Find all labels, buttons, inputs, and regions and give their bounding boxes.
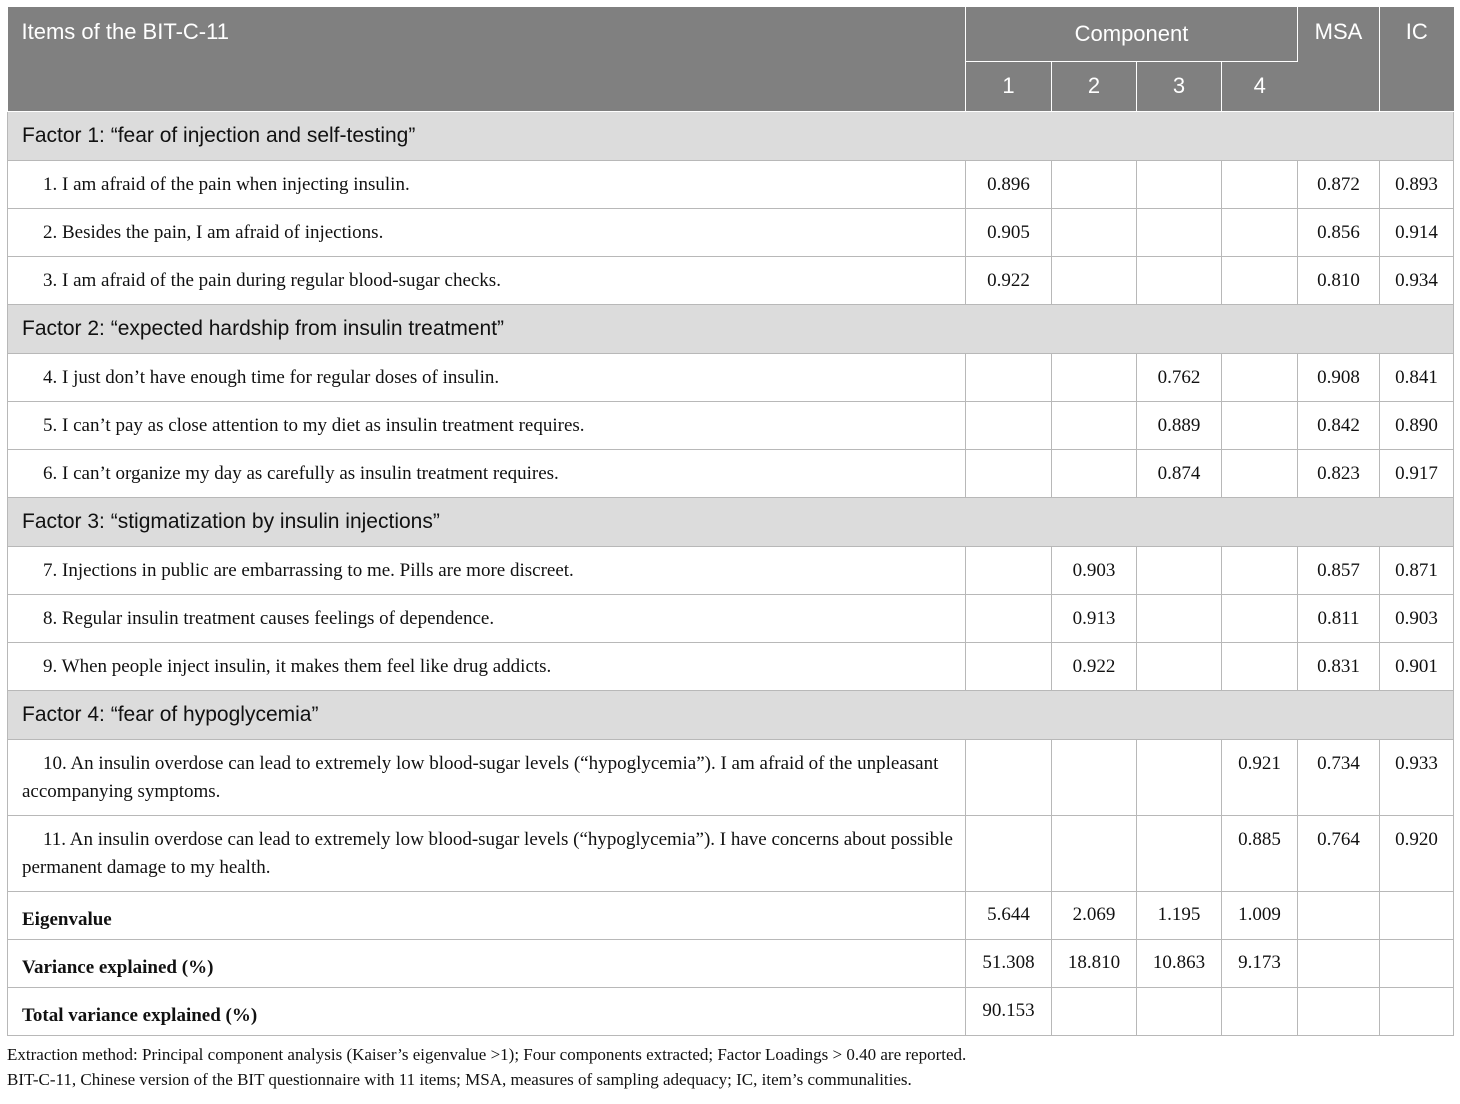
- item-label: 4. I just don’t have enough time for regular doses of insulin.: [8, 353, 966, 401]
- cell-msa: 0.908: [1298, 353, 1380, 401]
- item-label: 2. Besides the pain, I am afraid of injections.: [8, 208, 966, 256]
- item-row: [8, 401, 1454, 449]
- cell-ic: 0.901: [1380, 642, 1454, 690]
- cell-c3: [1137, 987, 1222, 1035]
- header-component-3: 3: [1137, 61, 1222, 111]
- cell-msa: 0.872: [1298, 160, 1380, 208]
- cell-msa: [1298, 987, 1380, 1035]
- cell-c3: 10.863: [1137, 939, 1222, 987]
- cell-c1: [966, 449, 1052, 497]
- item-row: [8, 739, 1454, 815]
- cell-c1: 90.153: [966, 987, 1052, 1035]
- header-items: Items of the BIT-C-11: [8, 7, 966, 111]
- cell-msa: 0.856: [1298, 208, 1380, 256]
- cell-c2: 0.913: [1052, 594, 1137, 642]
- header-ic: IC: [1380, 7, 1454, 111]
- stat-label: Total variance explained (%): [8, 987, 966, 1035]
- factor-row: [8, 111, 1454, 160]
- item-row: [8, 449, 1454, 497]
- cell-c3: [1137, 815, 1222, 891]
- cell-c4: 9.173: [1222, 939, 1298, 987]
- item-label: 11. An insulin overdose can lead to extremely low blood-sugar levels (“hypoglycemia”). I have concerns about possible permanent damage to my health.: [8, 815, 966, 891]
- cell-c1: 51.308: [966, 939, 1052, 987]
- factor-row: [8, 304, 1454, 353]
- factor-row: [8, 690, 1454, 739]
- cell-c2: 2.069: [1052, 891, 1137, 939]
- item-row: [8, 815, 1454, 891]
- cell-msa: 0.810: [1298, 256, 1380, 304]
- item-row: [8, 594, 1454, 642]
- cell-c4: [1222, 160, 1298, 208]
- item-label: 7. Injections in public are embarrassing to me. Pills are more discreet.: [8, 546, 966, 594]
- cell-msa: 0.857: [1298, 546, 1380, 594]
- cell-c3: 0.889: [1137, 401, 1222, 449]
- cell-c1: 0.905: [966, 208, 1052, 256]
- table-header: [8, 7, 1454, 111]
- cell-msa: [1298, 891, 1380, 939]
- cell-msa: 0.823: [1298, 449, 1380, 497]
- item-label: 1. I am afraid of the pain when injecting insulin.: [8, 160, 966, 208]
- cell-c2: 0.922: [1052, 642, 1137, 690]
- item-row: [8, 256, 1454, 304]
- footnote-extraction: Extraction method: Principal component analysis (Kaiser’s eigenvalue >1); Four components extracted; Factor Loadings > 0.40 are reported.: [7, 1044, 967, 1064]
- stat-row: [8, 939, 1454, 987]
- table-container: [7, 7, 1453, 1092]
- factor-label: Factor 3: “stigmatization by insulin injections”: [8, 497, 1454, 546]
- cell-c2: [1052, 449, 1137, 497]
- item-row: [8, 160, 1454, 208]
- cell-msa: 0.734: [1298, 739, 1380, 815]
- header-component: Component: [966, 7, 1298, 61]
- cell-msa: 0.811: [1298, 594, 1380, 642]
- cell-c3: [1137, 256, 1222, 304]
- cell-c4: 0.921: [1222, 739, 1298, 815]
- item-row: [8, 546, 1454, 594]
- cell-ic: 0.890: [1380, 401, 1454, 449]
- cell-c1: [966, 815, 1052, 891]
- cell-c1: [966, 401, 1052, 449]
- cell-c4: [1222, 546, 1298, 594]
- cell-ic: 0.934: [1380, 256, 1454, 304]
- cell-c1: [966, 642, 1052, 690]
- cell-ic: [1380, 891, 1454, 939]
- stat-row: [8, 891, 1454, 939]
- factor-label: Factor 4: “fear of hypoglycemia”: [8, 690, 1454, 739]
- cell-c1: [966, 353, 1052, 401]
- cell-ic: 0.903: [1380, 594, 1454, 642]
- cell-c3: 1.195: [1137, 891, 1222, 939]
- cell-c3: [1137, 546, 1222, 594]
- item-label: 3. I am afraid of the pain during regular blood-sugar checks.: [8, 256, 966, 304]
- factor-label: Factor 1: “fear of injection and self-testing”: [8, 111, 1454, 160]
- cell-c4: [1222, 449, 1298, 497]
- cell-c1: 0.896: [966, 160, 1052, 208]
- header-component-1: 1: [966, 61, 1052, 111]
- cell-c1: [966, 594, 1052, 642]
- cell-c3: [1137, 594, 1222, 642]
- item-row: [8, 642, 1454, 690]
- cell-c4: [1222, 642, 1298, 690]
- cell-c4: 0.885: [1222, 815, 1298, 891]
- cell-c4: [1222, 401, 1298, 449]
- cell-c2: [1052, 739, 1137, 815]
- cell-c4: [1222, 594, 1298, 642]
- cell-c2: [1052, 208, 1137, 256]
- footnote-abbreviations: BIT-C-11, Chinese version of the BIT questionnaire with 11 items; MSA, measures of sampling adequacy; IC, item’s communalities.: [7, 1069, 912, 1089]
- cell-c3: 0.874: [1137, 449, 1222, 497]
- cell-ic: 0.841: [1380, 353, 1454, 401]
- cell-c1: 0.922: [966, 256, 1052, 304]
- factor-row: [8, 497, 1454, 546]
- cell-c2: [1052, 256, 1137, 304]
- cell-c4: [1222, 256, 1298, 304]
- item-row: [8, 353, 1454, 401]
- cell-msa: 0.831: [1298, 642, 1380, 690]
- cell-ic: 0.917: [1380, 449, 1454, 497]
- cell-c2: 0.903: [1052, 546, 1137, 594]
- item-label: 6. I can’t organize my day as carefully as insulin treatment requires.: [8, 449, 966, 497]
- header-msa: MSA: [1298, 7, 1380, 111]
- factor-analysis-table: [7, 7, 1454, 1036]
- cell-ic: [1380, 987, 1454, 1035]
- stat-row: [8, 987, 1454, 1035]
- cell-c4: [1222, 987, 1298, 1035]
- cell-c4: 1.009: [1222, 891, 1298, 939]
- cell-c1: 5.644: [966, 891, 1052, 939]
- cell-c2: [1052, 401, 1137, 449]
- item-label: 8. Regular insulin treatment causes feelings of dependence.: [8, 594, 966, 642]
- cell-c3: [1137, 160, 1222, 208]
- stat-label: Eigenvalue: [8, 891, 966, 939]
- stat-label: Variance explained (%): [8, 939, 966, 987]
- cell-c3: 0.762: [1137, 353, 1222, 401]
- item-label: 5. I can’t pay as close attention to my diet as insulin treatment requires.: [8, 401, 966, 449]
- cell-c3: [1137, 208, 1222, 256]
- header-component-2: 2: [1052, 61, 1137, 111]
- cell-c2: [1052, 987, 1137, 1035]
- cell-ic: [1380, 939, 1454, 987]
- cell-msa: 0.764: [1298, 815, 1380, 891]
- cell-ic: 0.933: [1380, 739, 1454, 815]
- cell-ic: 0.914: [1380, 208, 1454, 256]
- cell-c4: [1222, 208, 1298, 256]
- item-label: 10. An insulin overdose can lead to extremely low blood-sugar levels (“hypoglycemia”). I am afraid of the unpleasant accompanying symptoms.: [8, 739, 966, 815]
- item-row: [8, 208, 1454, 256]
- cell-c1: [966, 546, 1052, 594]
- cell-c4: [1222, 353, 1298, 401]
- cell-msa: [1298, 939, 1380, 987]
- item-label: 9. When people inject insulin, it makes them feel like drug addicts.: [8, 642, 966, 690]
- cell-ic: 0.871: [1380, 546, 1454, 594]
- cell-ic: 0.920: [1380, 815, 1454, 891]
- cell-msa: 0.842: [1298, 401, 1380, 449]
- cell-c2: 18.810: [1052, 939, 1137, 987]
- cell-c1: [966, 739, 1052, 815]
- cell-c2: [1052, 353, 1137, 401]
- cell-c2: [1052, 815, 1137, 891]
- header-component-4: 4: [1222, 61, 1298, 111]
- factor-label: Factor 2: “expected hardship from insulin treatment”: [8, 304, 1454, 353]
- cell-c3: [1137, 739, 1222, 815]
- cell-c3: [1137, 642, 1222, 690]
- table-footnotes: [7, 1036, 1453, 1092]
- cell-ic: 0.893: [1380, 160, 1454, 208]
- cell-c2: [1052, 160, 1137, 208]
- table-body: [8, 111, 1454, 1035]
